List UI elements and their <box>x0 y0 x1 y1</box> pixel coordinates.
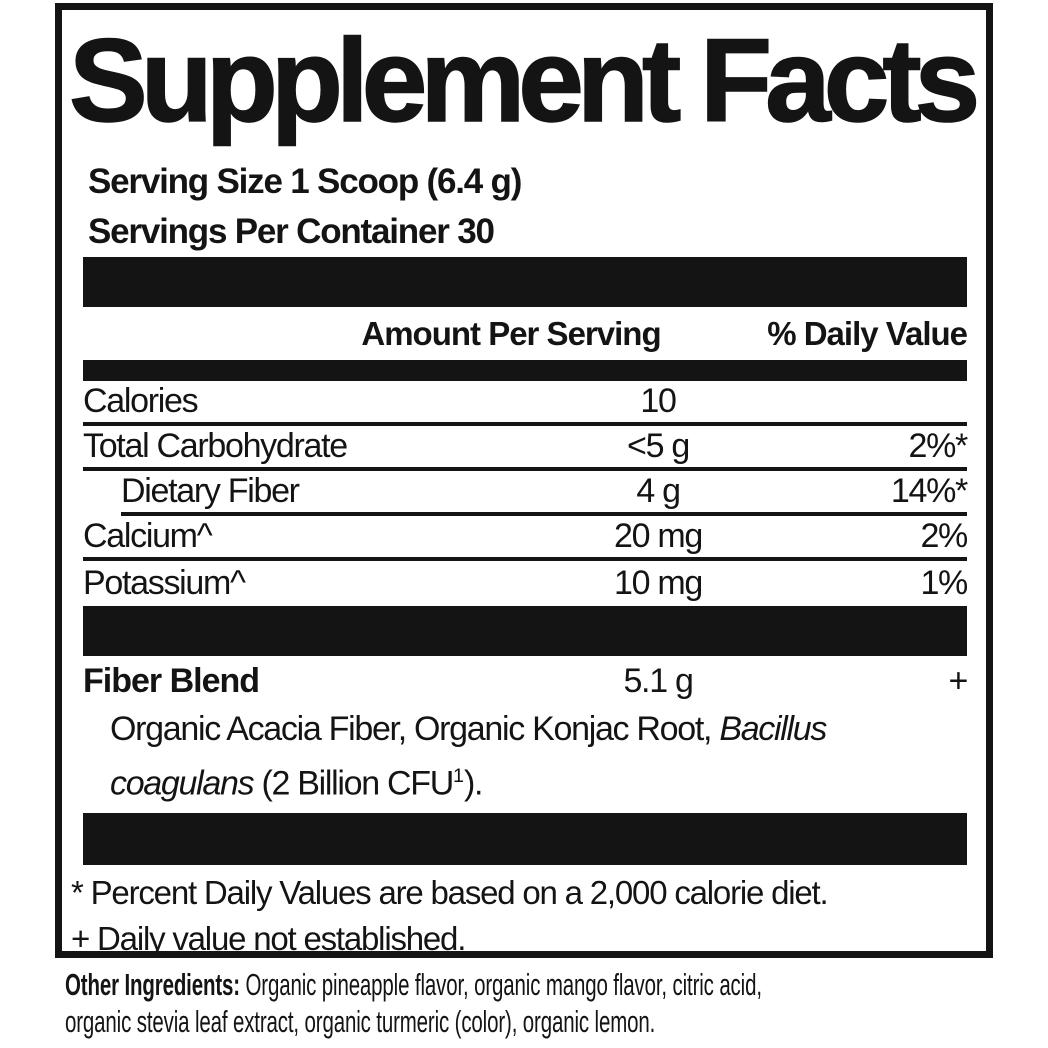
fiber-blend-name: Fiber Blend <box>83 661 260 700</box>
nutrient-amount: 20 mg <box>614 517 702 556</box>
nutrient-row <box>83 381 967 422</box>
other-ingredients <box>65 966 762 1040</box>
nutrient-row <box>83 426 967 467</box>
table-header-row <box>83 307 967 360</box>
nutrient-name: Calories <box>83 382 198 421</box>
serving-info <box>83 157 967 257</box>
nutrient-amount: 10 <box>640 382 676 421</box>
nutrient-rows <box>83 381 967 606</box>
nutrient-amount: <5 g <box>627 427 689 466</box>
nutrient-name: Dietary Fiber <box>121 472 299 511</box>
nutrient-name: Calcium^ <box>83 517 212 556</box>
supplement-facts-panel <box>55 3 993 958</box>
divider-bar-top <box>83 257 967 307</box>
cfu-superscript: 1 <box>452 765 464 788</box>
nutrient-daily-value: 2%* <box>908 427 967 466</box>
nutrient-amount: 10 mg <box>614 564 702 603</box>
footnotes <box>71 870 967 962</box>
footnote-daily-value-not-established: + Daily value not established. <box>71 919 466 957</box>
nutrient-name: Total Carbohydrate <box>83 427 347 466</box>
nutrient-daily-value: 1% <box>920 564 967 603</box>
nutrient-daily-value: 14%* <box>890 472 967 511</box>
nutrient-amount: 4 g <box>636 472 680 511</box>
nutrient-row <box>83 561 967 606</box>
fiber-blend-description-line1: Organic Acacia Fiber, Organic Konjac Root, Bacillus <box>110 710 827 749</box>
nutrient-name: Potassium^ <box>83 564 245 603</box>
other-ingredients-line2: organic stevia leaf extract, organic turmeric (color), organic lemon. <box>65 1004 656 1039</box>
page-title: Supplement Facts <box>69 15 974 147</box>
amount-per-serving-header: Amount Per Serving <box>361 314 661 352</box>
daily-value-header: % Daily Value <box>767 314 967 352</box>
divider-bar-middle <box>83 606 967 656</box>
divider-bar-bottom <box>83 813 967 865</box>
fiber-blend-description-line2: coagulans (2 Billion CFU$^1$). <box>110 764 483 803</box>
footnote-percent-daily-value: * Percent Daily Values are based on a 2,000 calorie diet. <box>71 873 828 911</box>
other-ingredients-label: Other Ingredients: <box>65 967 240 1002</box>
fiber-blend-amount: 5.1 g <box>623 661 693 700</box>
other-ingredients-line1: Organic pineapple flavor, organic mango flavor, citric acid, <box>239 967 762 1002</box>
fiber-blend-dv: + <box>948 661 967 700</box>
nutrient-daily-value: 2% <box>920 517 967 556</box>
serving-size-text: Serving Size 1 Scoop (6.4 g) <box>88 162 522 202</box>
fiber-blend-description <box>110 706 967 807</box>
divider-bar-thin <box>83 360 967 381</box>
fiber-blend-row <box>83 656 967 706</box>
servings-per-container-text: Servings Per Container 30 <box>88 212 494 252</box>
nutrient-row <box>83 471 967 512</box>
nutrient-row <box>83 516 967 557</box>
